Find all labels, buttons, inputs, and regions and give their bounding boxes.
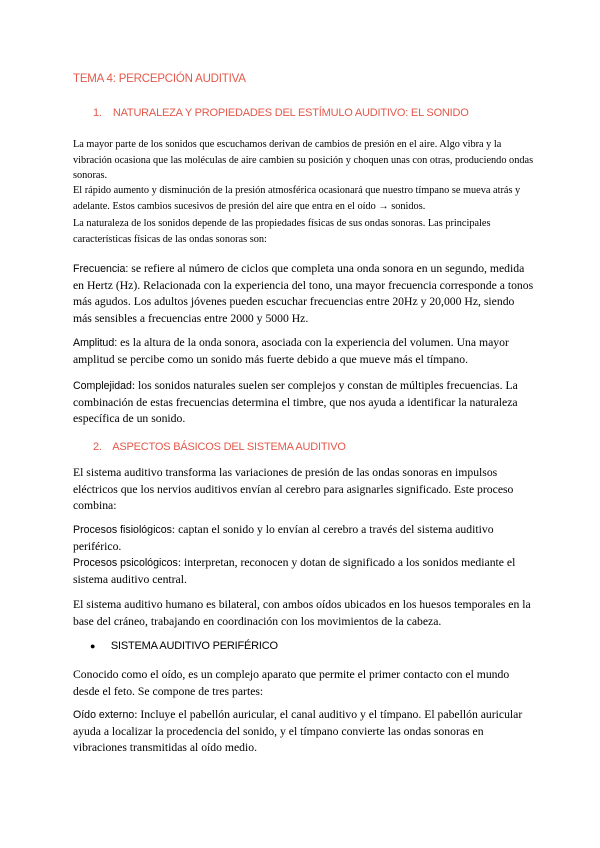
section-1-number: 1. [93, 107, 102, 119]
section-1-heading [93, 107, 555, 119]
frecuencia-paragraph [73, 261, 535, 328]
bullet-icon: ● [90, 641, 96, 651]
amplitud-paragraph [73, 335, 535, 368]
fisiologicos-text: : captan el sonido y lo envían al cerebro a través del sistema auditivo periférico. [73, 523, 494, 553]
intro-paragraph-2: El rápido aumento y disminución de la presión atmosférica ocasionará que nuestro tímpano se mueva atrás y adelante. Estos cambios sucesivos de presión del aire que entra en el oído → sonidos. [73, 185, 521, 212]
complejidad-text: : los sonidos naturales suelen ser complejos y constan de múltiples frecuencias. La combinación de estas frecuencias determina el timbre, que nos ayuda a identificar la naturaleza específica de un sonido. [73, 379, 518, 426]
amplitud-text: es la altura de la onda sonora, asociada con la experiencia del volumen. Una mayor amplitud se percibe como un sonido más fuerte debido a que mueve más el tímpano. [73, 336, 509, 366]
page-title: TEMA 4: PERCEPCIÓN AUDITIVA [73, 73, 246, 85]
section-1-title: NATURALEZA Y PROPIEDADES DEL ESTÍMULO AUDITIVO: EL SONIDO [112, 107, 469, 119]
fisiologicos-term: Procesos fisiológicos [73, 524, 172, 536]
frecuencia-term: Frecuencia: [73, 263, 129, 275]
auditory-paragraph-1: El sistema auditivo transforma las variaciones de presión de las ondas sonoras en impulsos eléctricos que los nervios auditivos envían al cerebro para asignarles significado. Este proceso combina: [73, 466, 514, 513]
section-2-title: ASPECTOS BÁSICOS DEL SISTEMA AUDITIVO [112, 441, 346, 453]
intro-paragraph-1: La mayor parte de los sonidos que escuchamos derivan de cambios de presión en el aire. Algo vibra y la vibración ocasiona que las moléculas de aire cambien su posición y choquen unas con otras, produciendo ondas sonoras. [73, 139, 534, 181]
psicologicos-term: Procesos psicológicos [73, 557, 178, 569]
bullet-title: SISTEMA AUDITIVO PERIFÉRICO [110, 640, 278, 652]
complejidad-paragraph [73, 378, 535, 428]
oido-externo-paragraph [73, 707, 535, 757]
section-2-heading [93, 441, 555, 453]
auditory-paragraph-2: El sistema auditivo humano es bilateral, con ambos oídos ubicados en los huesos temporales en la base del cráneo, trabajando en coordinación con los movimientos de la cabeza. [73, 598, 531, 628]
amplitud-term: Amplitud: [73, 337, 118, 349]
psicologicos-text: : interpretan, reconocen y dotan de significado a los sonidos mediante el sistema auditivo central. [73, 556, 516, 586]
psicologicos-paragraph [73, 555, 535, 588]
oido-externo-text: : Incluye el pabellón auricular, el canal auditivo y el tímpano. El pabellón auricular ayuda a localizar la procedencia del sonido, y el tímpano convierte las ondas sonoras en vibraciones transmitidas al oído medio. [73, 708, 523, 755]
complejidad-term: Complejidad [73, 380, 132, 392]
bullet-heading [90, 640, 552, 652]
oido-externo-term: Oído externo [73, 709, 135, 721]
peripheral-paragraph-1: Conocido como el oído, es un complejo aparato que permite el primer contacto con el mundo desde el feto. Se compone de tres partes: [73, 668, 510, 698]
intro-paragraph-3: La naturaleza de los sonidos depende de las propiedades físicas de sus ondas sonoras. Las principales características físicas de las ondas sonoras son: [73, 218, 491, 245]
fisiologicos-paragraph [73, 522, 535, 555]
section-2-number: 2. [93, 441, 102, 453]
frecuencia-text: se refiere al número de ciclos que completa una onda sonora en un segundo, medida en Hertz (Hz). Relacionada con la experiencia del tono, una mayor frecuencia corresponde a tonos más agudos. Los adultos jóvenes pueden escuchar frecuencias entre 20Hz y 20,000 Hz, siendo más sensibles a frecuencias entre 2000 y 5000 Hz. [73, 262, 534, 326]
